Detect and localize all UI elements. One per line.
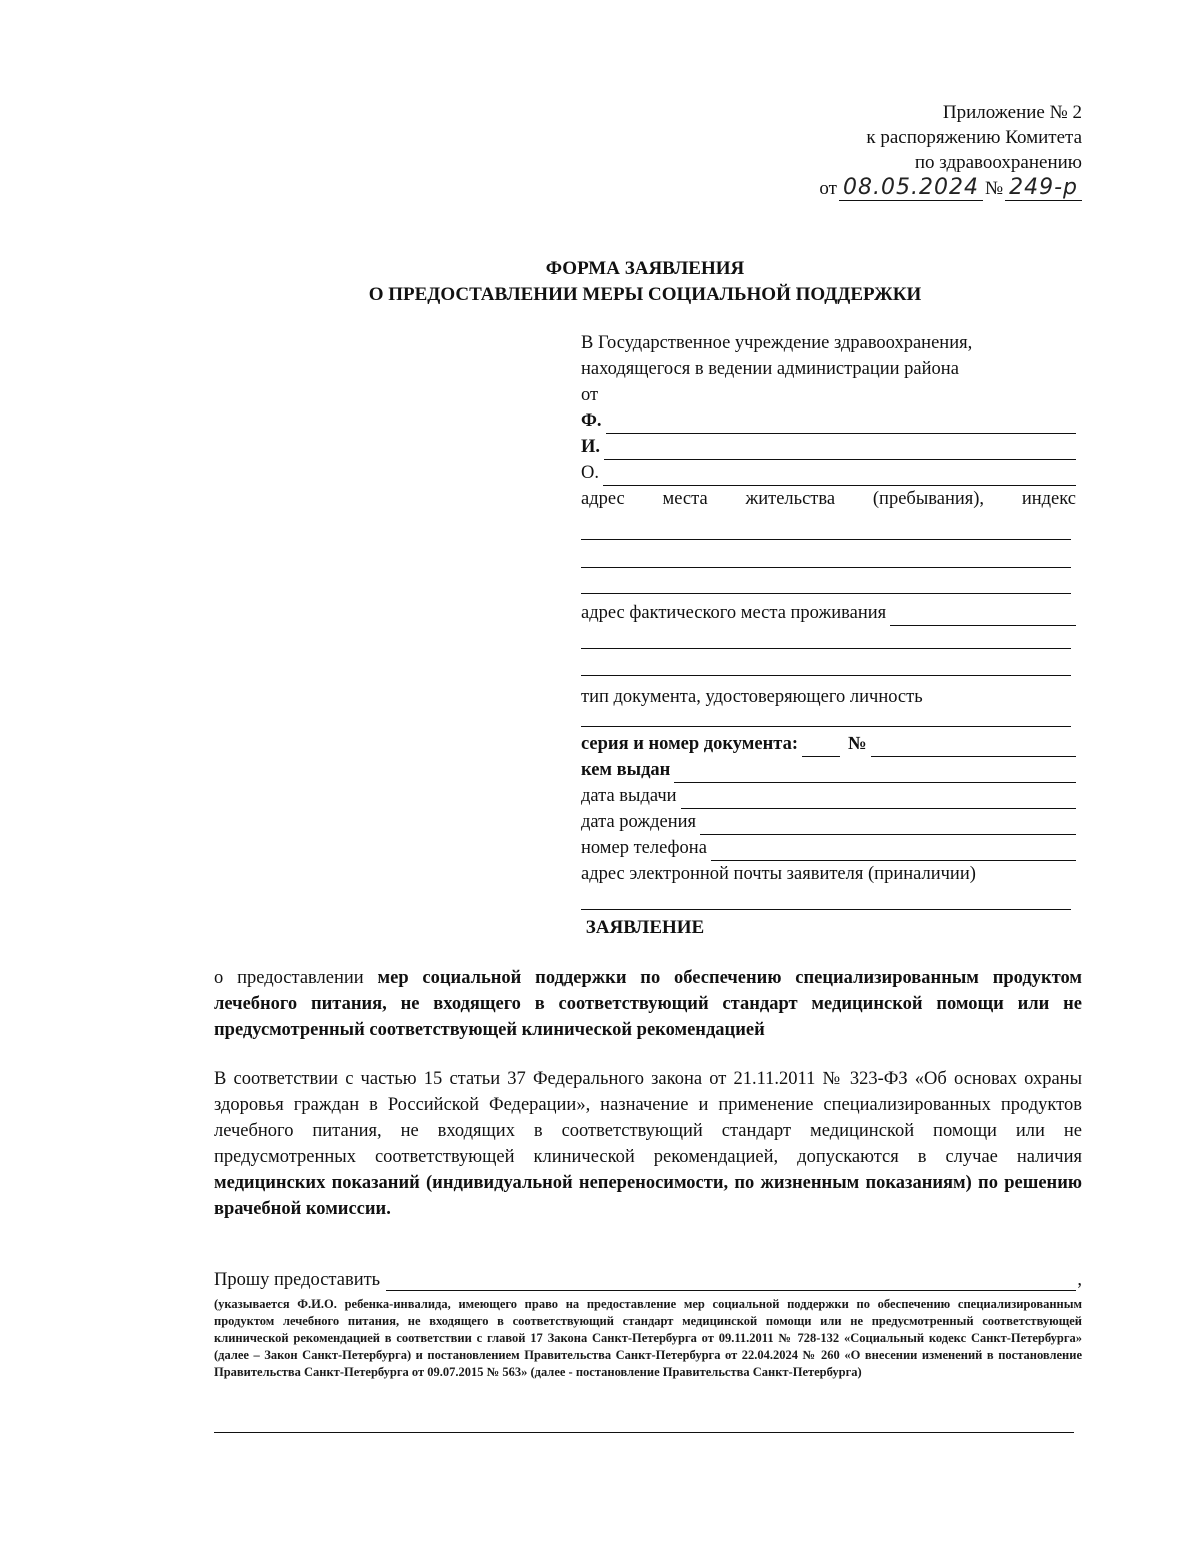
name-label: И. — [581, 437, 601, 457]
statement-subject-start: о предоставлении — [214, 968, 378, 988]
appendix-committee: по здравоохранению — [914, 152, 1082, 173]
appendix-order-ref: к распоряжению Комитета — [866, 127, 1082, 148]
patronymic-label: О. — [581, 463, 599, 483]
issued-by-field[interactable] — [581, 757, 1076, 783]
registration-address-line-1[interactable] — [581, 512, 1071, 540]
email-line[interactable] — [581, 887, 1071, 910]
doc-series-label: серия и номер документа: — [581, 734, 799, 754]
name-field[interactable] — [581, 434, 1076, 460]
statement-subject-bold: мер социальной поддержки по обеспечению специализированным продуктом лечебного питания, не входящего в соответствующий стандарт медицинской помощи или не предусмотренный соответствующей клинической рекомендацией — [214, 968, 1082, 1040]
surname-field[interactable] — [581, 408, 1076, 434]
issue-date-line[interactable] — [681, 789, 1076, 809]
registration-address-line-2[interactable] — [581, 540, 1071, 568]
request-field[interactable] — [214, 1270, 1082, 1291]
actual-address-label: адрес фактического места проживания — [581, 603, 887, 623]
registration-address-label: адрес места жительства (пребывания), индекс — [581, 489, 1076, 509]
phone-label: номер телефона — [581, 838, 707, 858]
birth-date-field[interactable] — [581, 809, 1076, 835]
request-label: Прошу предоставить — [214, 1270, 381, 1290]
id-doc-type-label: тип документа, удостоверяющего личность — [581, 687, 923, 707]
issued-by-line[interactable] — [674, 763, 1076, 783]
statement-subject — [214, 965, 1082, 1043]
doc-number-line[interactable] — [871, 737, 1076, 757]
email-label: адрес электронной почты заявителя (приналичии) — [581, 864, 976, 884]
surname-line[interactable] — [606, 414, 1076, 434]
from-label: от — [581, 385, 599, 405]
phone-field[interactable] — [581, 835, 1076, 861]
recipient-line1: В Государственное учреждение здравоохранения, — [581, 333, 973, 353]
legal-basis-text: В соответствии с частью 15 статьи 37 Федерального закона от 21.11.2011 № 323-ФЗ «Об основах охраны здоровья граждан в Российской Федерации», назначение и применение специализированных продуктов лечебного питания, не входящих в соответствующий стандарт медицинской помощи или не предусмотренных соответствующей клинической рекомендацией, допускаются в случае наличия — [214, 1069, 1082, 1167]
doc-number-sign: № — [848, 734, 867, 754]
request-footnote: (указывается Ф.И.О. ребенка-инвалида, имеющего право на предоставление мер социальной поддержки по обеспечению специализированным продуктом лечебного питания, не входящего в соответствующий стандарт медицинской помощи или не предусмотренный соответствующей клинической рекомендацией в соответствии с главой 17 Закона Санкт-Петербурга от 09.11.2011 № 728-132 «Социальный кодекс Санкт-Петербурга» (далее – Закон Санкт-Петербурга) и постановлением Правительства Санкт-Петербурга от 22.04.2024 № 260 «О внесении изменений в постановление Правительства Санкт-Петербурга от 09.07.2015 № 563» (далее - постановление Правительства Санкт-Петербурга) — [214, 1297, 1082, 1379]
request-line[interactable] — [386, 1272, 1076, 1291]
name-line[interactable] — [604, 440, 1076, 460]
patronymic-field[interactable] — [581, 460, 1076, 486]
birth-date-line[interactable] — [700, 815, 1076, 835]
doc-series-line[interactable] — [802, 737, 840, 757]
recipient-line2: находящегося в ведении администрации района — [581, 359, 959, 379]
issue-date-label: дата выдачи — [581, 786, 677, 806]
registration-address-line-3[interactable] — [581, 568, 1071, 594]
handwritten-date: 08.05.2024 — [839, 175, 983, 201]
id-doc-type-line[interactable] — [581, 710, 1071, 727]
actual-address-field[interactable] — [581, 594, 1076, 626]
issued-by-label: кем выдан — [581, 760, 671, 780]
number-prefix: № — [984, 178, 1004, 199]
issue-date-field[interactable] — [581, 783, 1076, 809]
actual-address-line-3[interactable] — [581, 649, 1071, 676]
appendix-order-line — [819, 175, 1082, 201]
phone-line[interactable] — [711, 841, 1076, 861]
form-title-line2: О ПРЕДОСТАВЛЕНИИ МЕРЫ СОЦИАЛЬНОЙ ПОДДЕРЖКИ — [368, 284, 922, 305]
appendix-header — [819, 100, 1082, 201]
handwritten-number: 249-р — [1005, 175, 1082, 201]
birth-date-label: дата рождения — [581, 812, 697, 832]
legal-basis-bold: медицинских показаний (индивидуальной непереносимости, по жизненным показаниям) по решению врачебной комиссии. — [214, 1173, 1082, 1219]
doc-series-field[interactable] — [581, 731, 1076, 757]
request-end: , — [1077, 1270, 1082, 1290]
actual-address-line[interactable] — [890, 606, 1076, 626]
surname-label: Ф. — [581, 411, 602, 431]
continuation-line[interactable] — [214, 1416, 1074, 1433]
appendix-title: Приложение № 2 — [942, 102, 1082, 123]
date-prefix: от — [819, 178, 837, 199]
actual-address-line-2[interactable] — [581, 626, 1071, 649]
patronymic-line[interactable] — [603, 466, 1076, 486]
statement-heading: ЗАЯВЛЕНИЕ — [585, 917, 705, 938]
legal-basis-paragraph — [214, 1066, 1082, 1222]
form-title — [0, 256, 1200, 308]
form-title-line1: ФОРМА ЗАЯВЛЕНИЯ — [545, 258, 745, 279]
applicant-block — [581, 330, 1076, 910]
